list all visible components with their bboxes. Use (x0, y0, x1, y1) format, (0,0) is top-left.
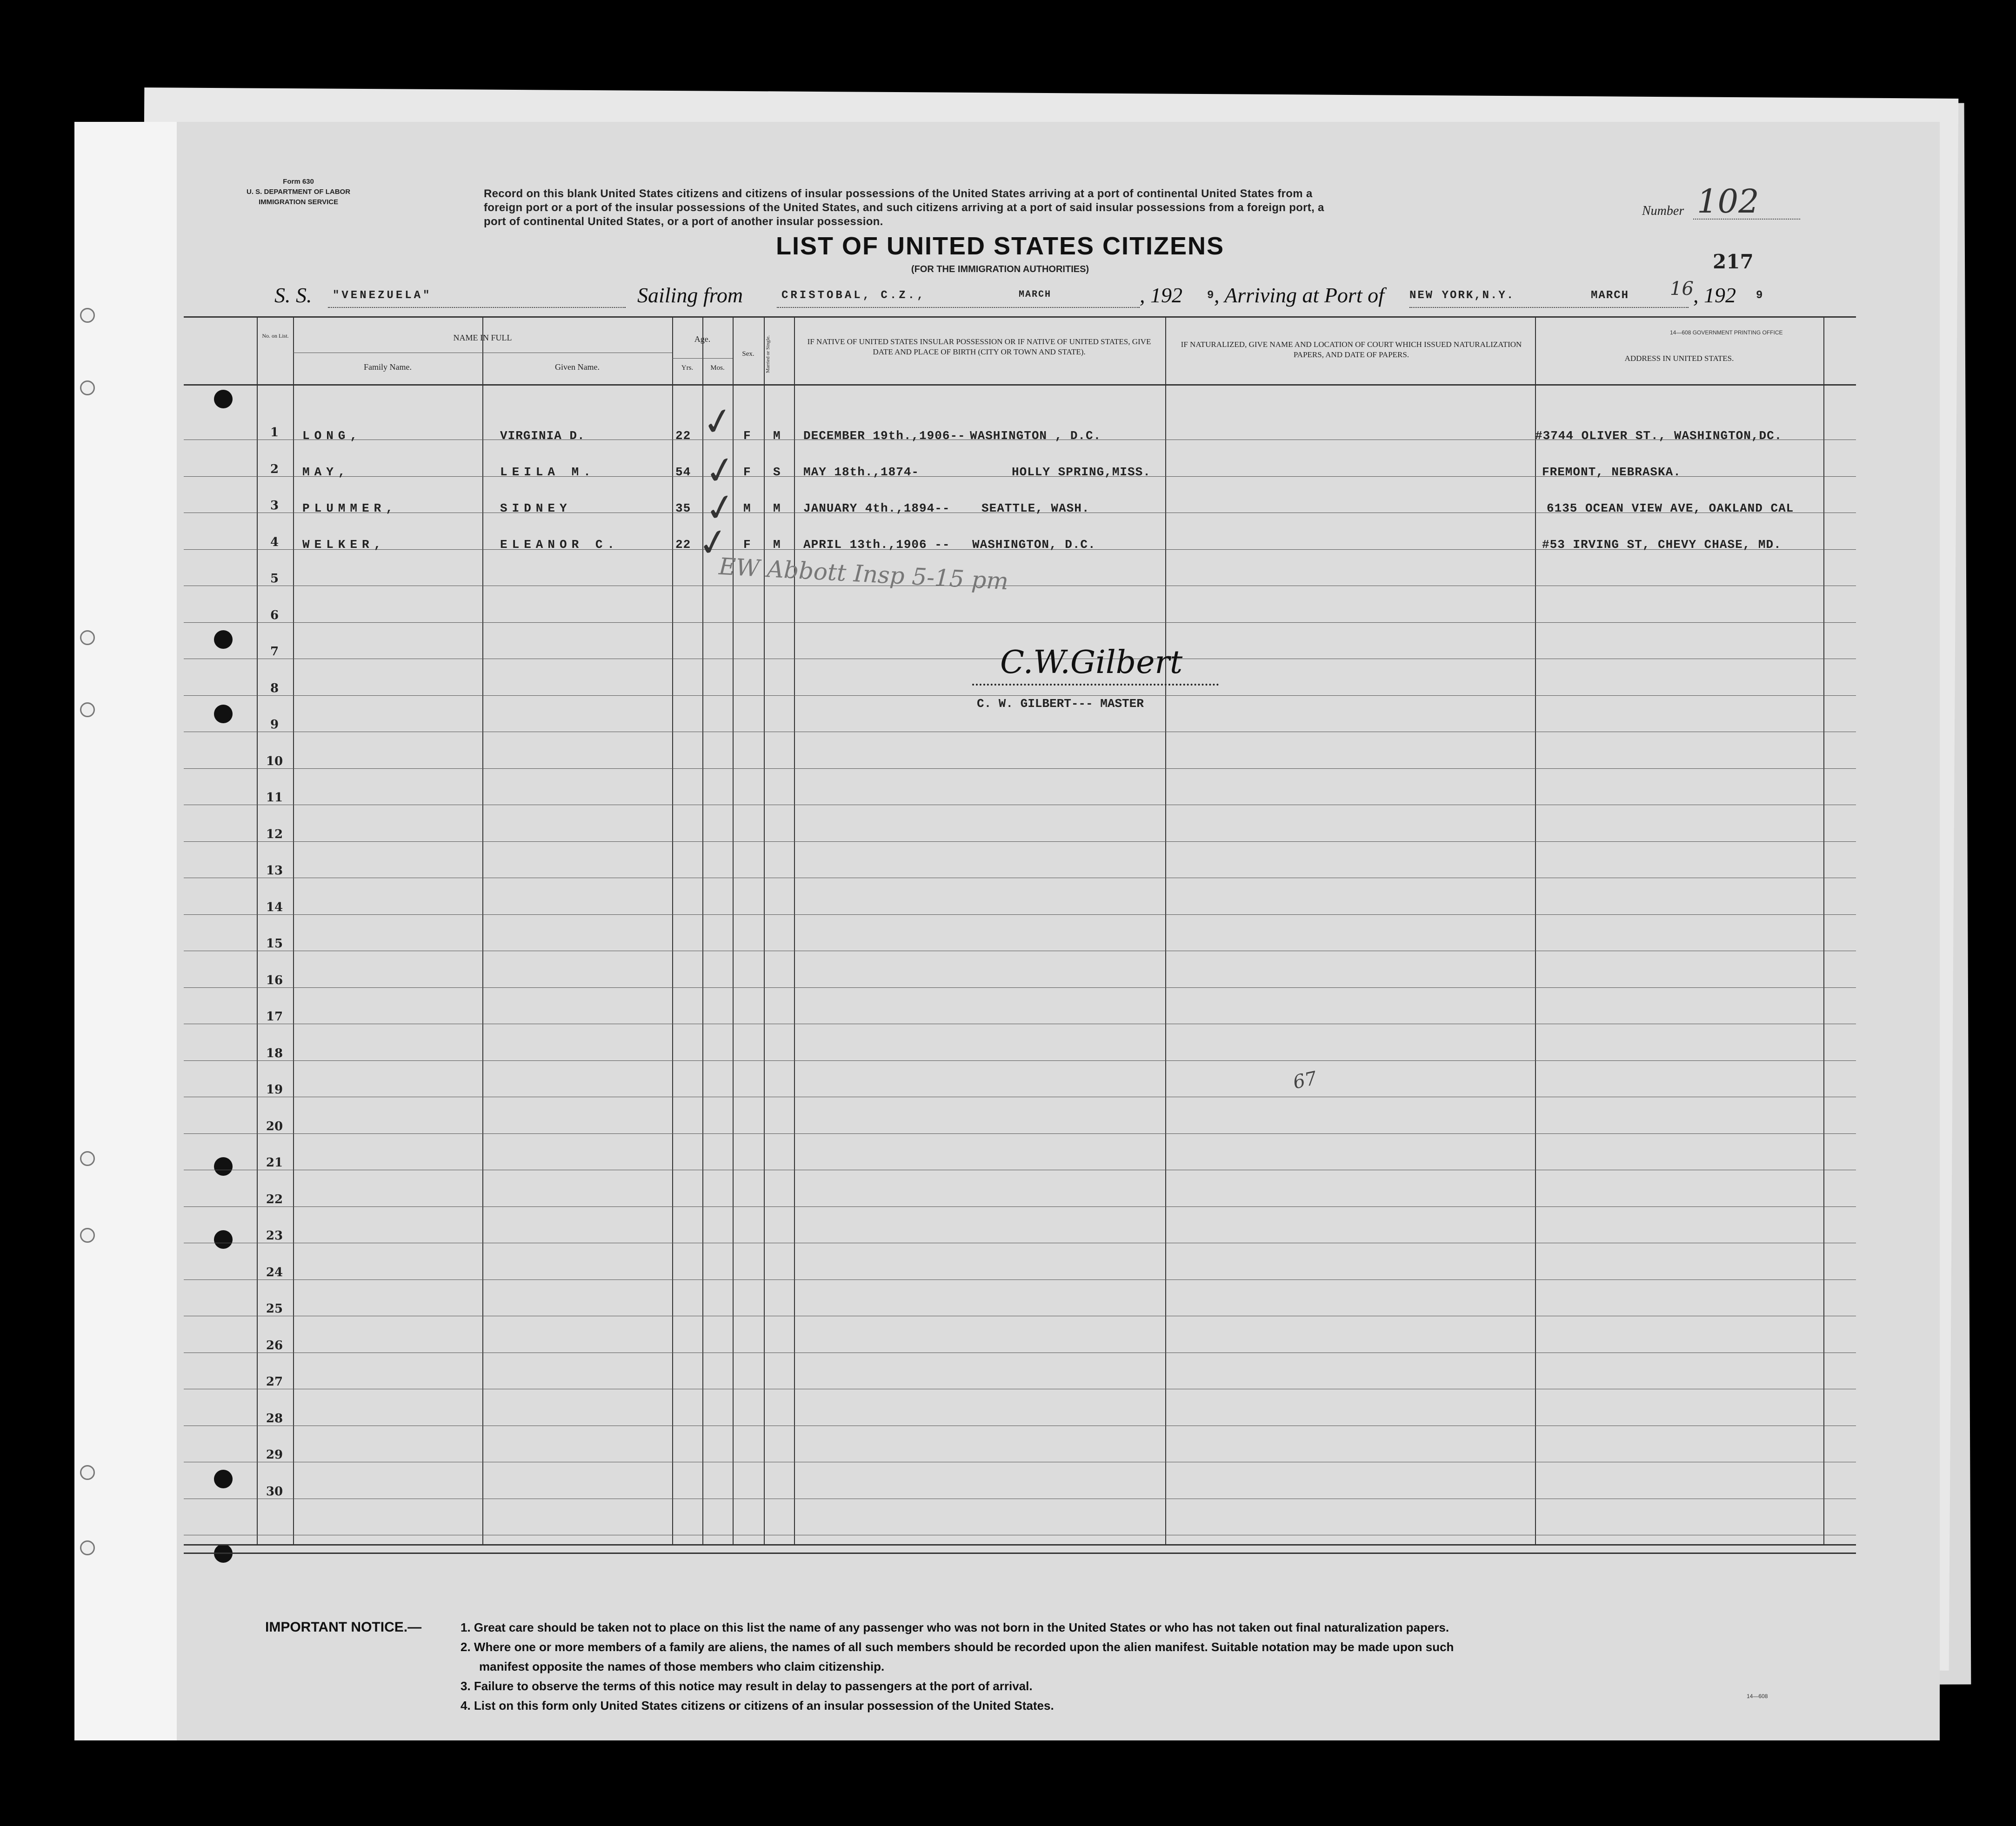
col-address: ADDRESS IN UNITED STATES. (1624, 354, 1734, 363)
row-number: 27 (266, 1375, 283, 1389)
col-given-name: Given Name. (555, 362, 600, 372)
departure-year-digit: 9 (1207, 289, 1216, 302)
age-years-cell: 22 (675, 538, 691, 552)
row-number: 19 (266, 1083, 283, 1097)
page-title: LIST OF UNITED STATES CITIZENS (776, 232, 1224, 260)
page-subtitle: (FOR THE IMMIGRATION AUTHORITIES) (911, 264, 1089, 274)
col-name-in-full: NAME IN FULL (453, 333, 512, 342)
arrival-month: MARCH (1591, 289, 1629, 302)
arrival-day: 16 (1670, 278, 1694, 300)
binding-strip (74, 122, 177, 1740)
age-years-cell: 35 (675, 501, 691, 515)
family-name-cell: LONG, (302, 429, 362, 443)
master-name: C. W. GILBERT--- MASTER (977, 697, 1144, 711)
header-bottom-rule (184, 384, 1856, 386)
row-number: 21 (266, 1156, 283, 1170)
check-mark: ✓ (701, 483, 740, 532)
page-number: 217 (1713, 250, 1754, 273)
row-number: 17 (266, 1010, 283, 1024)
family-name-cell: WELKER, (302, 538, 386, 552)
master-signature: C.W.Gilbert (1000, 644, 1183, 681)
column-rule (482, 316, 483, 1544)
ring-hole (80, 1151, 95, 1166)
table-bottom-rule (184, 1553, 1856, 1554)
record-instructions (484, 187, 1568, 229)
birth-place-cell: WASHINGTON , D.C. (970, 429, 1101, 443)
column-rule (764, 316, 765, 1544)
record-line: port of continental United States, or a port of another insular possession. (484, 215, 883, 228)
col-mos: Mos. (710, 364, 725, 372)
row-number: 7 (270, 645, 279, 659)
row-rule (184, 695, 1856, 696)
address-cell: FREMONT, NEBRASKA. (1542, 465, 1681, 479)
row-number: 24 (266, 1265, 283, 1280)
row-number: 11 (266, 791, 283, 805)
col-no: No. on List. (262, 333, 289, 339)
row-number: 4 (270, 535, 279, 549)
address-cell: 6135 OCEAN VIEW AVE, OAKLAND CAL (1547, 501, 1794, 515)
marital-status-cell: M (773, 538, 781, 552)
signature-line (972, 684, 1219, 686)
departure-year-prefix: , 192 (1140, 283, 1182, 307)
notice-heading: IMPORTANT NOTICE.— (265, 1619, 422, 1635)
given-name-cell: SIDNEY (500, 501, 572, 515)
arrival-year-digit: 9 (1756, 289, 1765, 302)
ring-hole (80, 1540, 95, 1555)
column-rule (257, 316, 258, 1544)
given-name-cell: ELEANOR C. (500, 538, 620, 552)
row-number: 25 (266, 1302, 283, 1316)
notice-item: 3. Failure to observe the terms of this notice may result in delay to passengers at the port of arrival. (461, 1679, 1033, 1693)
row-rule (184, 987, 1856, 988)
birth-date-cell: MAY 18th.,1874- (803, 465, 920, 479)
notice-item-continued (479, 1657, 884, 1676)
row-number: 18 (266, 1046, 283, 1060)
column-rule (672, 316, 673, 1544)
department-name: U. S. DEPARTMENT OF LABOR (247, 188, 351, 196)
marital-status-cell: M (773, 429, 781, 443)
family-name-cell: MAY, (302, 465, 350, 479)
row-number: 6 (270, 608, 279, 622)
number-label: Number (1642, 204, 1684, 218)
row-number: 8 (270, 681, 279, 695)
marital-status-cell: S (773, 465, 781, 479)
notice-item: 1. Great care should be taken not to place on this list the name of any passenger who was not born in the United States or who has not taken out final naturalization papers. (461, 1620, 1449, 1634)
row-number: 23 (266, 1229, 283, 1243)
col-family-name: Family Name. (364, 362, 412, 372)
dotted-rule (777, 307, 1140, 308)
row-number: 3 (270, 499, 279, 513)
column-rule (1823, 316, 1824, 1544)
arrival-year-prefix: , 192 (1693, 283, 1736, 307)
birth-place-cell: WASHINGTON, D.C. (972, 538, 1096, 552)
arrival-port: NEW YORK,N.Y. (1409, 289, 1515, 302)
row-rule (184, 768, 1856, 769)
table-bottom-rule (184, 1544, 1856, 1546)
ring-hole (80, 630, 95, 645)
given-name-cell: VIRGINIA D. (500, 429, 585, 443)
service-name: IMMIGRATION SERVICE (258, 198, 339, 206)
col-sex: Sex. (742, 350, 754, 358)
sailing-label: Sailing from (637, 283, 743, 307)
col-age: Age. (694, 334, 711, 344)
given-name-cell: LEILA M. (500, 465, 595, 479)
form-number: Form 630 (283, 178, 314, 186)
birth-place-cell: SEATTLE, WASH. (981, 501, 1090, 515)
printer-code: 14—608 (1747, 1693, 1768, 1699)
col-native-birth: IF NATIVE OF UNITED STATES INSULAR POSSESSION OR IF NATIVE OF UNITED STATES, GIVE DATE AND PLACE OF BIRTH (CITY OR TOWN AND STATE). (807, 337, 1151, 356)
sex-cell: M (743, 501, 751, 515)
row-number: 2 (270, 462, 279, 476)
notice-item-continued-prefix: manifest opposite the (479, 1659, 604, 1673)
birth-date-cell: APRIL 13th.,1906 -- (803, 538, 950, 552)
ring-hole (80, 1465, 95, 1480)
row-number: 28 (266, 1411, 283, 1426)
check-mark: ✓ (699, 397, 737, 446)
row-number: 14 (266, 900, 283, 914)
folio-mark: 67 (1291, 1067, 1319, 1093)
row-number: 5 (270, 572, 279, 586)
row-rule (184, 841, 1856, 842)
ship-name: "VENEZUELA" (333, 289, 432, 302)
check-mark: ✓ (694, 518, 733, 567)
dotted-rule (328, 307, 626, 308)
ring-hole (80, 380, 95, 395)
voyage-line (274, 278, 1856, 311)
row-number: 20 (266, 1119, 283, 1133)
row-number: 12 (266, 827, 283, 841)
col-yrs: Yrs. (681, 364, 694, 372)
column-rule (293, 316, 294, 1544)
list-number: 102 (1697, 182, 1759, 220)
column-rule (1165, 316, 1166, 1544)
birth-date-cell: DECEMBER 19th.,1906-- (803, 429, 966, 443)
col-married-single: Married or Single. (765, 335, 771, 373)
row-rule (184, 1206, 1856, 1207)
age-years-cell: 54 (675, 465, 691, 479)
column-rule (794, 316, 795, 1544)
sex-cell: F (743, 465, 751, 479)
number-underline (1693, 219, 1800, 220)
form-identifier (247, 177, 350, 207)
row-rule (184, 914, 1856, 915)
notice-item: 4. List on this form only United States citizens or citizens of an insular possession of the United States. (461, 1699, 1054, 1713)
row-number: 16 (266, 973, 283, 987)
age-years-cell: 22 (675, 429, 691, 443)
notice-item-continued-text: names of those members who claim citizenship. (607, 1659, 885, 1673)
row-number: 10 (266, 754, 283, 768)
birth-place-cell: HOLLY SPRING,MISS. (1012, 465, 1151, 479)
sex-cell: F (743, 429, 751, 443)
row-number: 22 (266, 1192, 283, 1206)
ring-hole (80, 1228, 95, 1243)
row-number: 9 (270, 718, 279, 732)
row-number: 13 (266, 864, 283, 878)
departure-month: MARCH (1019, 289, 1052, 300)
ss-label: S. S. (274, 283, 312, 307)
birth-date-cell: JANUARY 4th.,1894-- (803, 501, 950, 515)
row-rule (184, 622, 1856, 623)
row-number: 30 (266, 1484, 283, 1499)
record-line: Record on this blank United States citizens and citizens of insular possessions of the United States arriving at a port of continental United States from a (484, 187, 1313, 200)
notice-item: 2. Where one or more members of a family are aliens, the names of all such members should be recorded upon the alien manifest. Suitable notation may be made upon such (461, 1640, 1454, 1654)
sex-cell: F (743, 538, 751, 552)
ring-hole (80, 702, 95, 717)
row-rule (184, 1133, 1856, 1134)
address-cell: #53 IRVING ST, CHEVY CHASE, MD. (1542, 538, 1782, 552)
row-number: 26 (266, 1338, 283, 1353)
record-line: foreign port or a port of the insular possessions of the United States, and such citizens arriving at a port of said insular possessions from a foreign port, a (484, 201, 1324, 214)
row-number: 1 (270, 426, 279, 440)
age-subheader-rule (672, 358, 733, 359)
family-name-cell: PLUMMER, (302, 501, 398, 515)
marital-status-cell: M (773, 501, 781, 515)
col-naturalized: IF NATURALIZED, GIVE NAME AND LOCATION OF COURT WHICH ISSUED NATURALIZATION PAPERS, AND DATE OF PAPERS. (1181, 340, 1522, 359)
row-number: 29 (266, 1448, 283, 1462)
printer-code: 14—608 GOVERNMENT PRINTING OFFICE (1670, 329, 1783, 336)
dotted-rule (1409, 307, 1689, 308)
ring-hole (80, 308, 95, 323)
column-rule (1535, 316, 1536, 1544)
row-rule (184, 1060, 1856, 1061)
address-cell: #3744 OLIVER ST., WASHINGTON,DC. (1535, 429, 1782, 443)
arriving-label: , Arriving at Port of (1214, 283, 1384, 307)
inspector-note: EW Abbott Insp 5-15 pm (718, 553, 1009, 595)
departure-port: CRISTOBAL, C.Z., (781, 289, 926, 302)
check-mark: ✓ (701, 446, 740, 495)
row-number: 15 (266, 937, 283, 951)
